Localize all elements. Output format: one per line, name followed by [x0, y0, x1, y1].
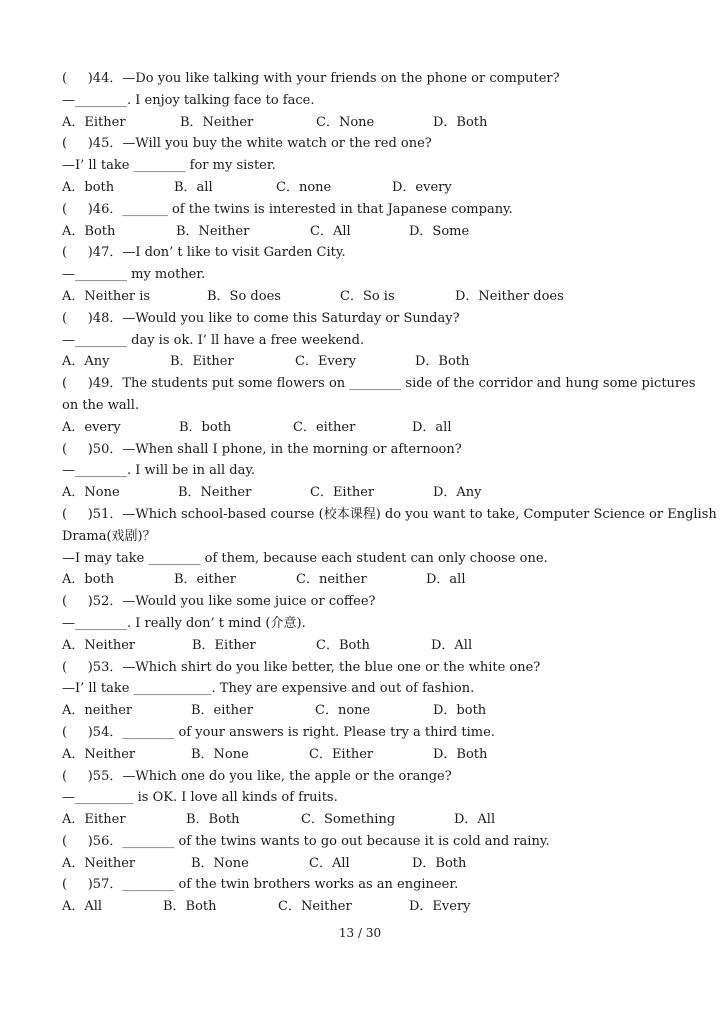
- option-c: C．Either: [309, 746, 374, 762]
- option-a: A．Any: [62, 354, 110, 370]
- question-54: [62, 722, 682, 766]
- option-a: A．Neither: [62, 855, 136, 871]
- question-stem: ( )47．—I don’ t like to visit Garden City.: [62, 245, 346, 261]
- option-c: C．Either: [310, 485, 375, 501]
- option-b: B．Both: [186, 812, 240, 828]
- question-line: —________. I enjoy talking face to face.: [62, 92, 315, 108]
- question-51: [62, 504, 717, 591]
- option-d: D．Both: [415, 354, 470, 370]
- option-b: B．Neither: [180, 114, 254, 130]
- question-57: [62, 874, 682, 918]
- question-line: on the wall.: [62, 397, 140, 413]
- options-row: [62, 569, 682, 591]
- question-line: —_________ is OK. I love all kinds of fruits.: [62, 790, 338, 806]
- option-a: A．every: [62, 419, 121, 435]
- option-d: D．Some: [409, 223, 470, 239]
- question-line: —________ day is ok. I’ ll have a free weekend.: [62, 332, 365, 348]
- question-stem: ( )45．—Will you buy the white watch or the red one?: [62, 136, 432, 152]
- option-c: C．either: [293, 419, 356, 435]
- question-list: [62, 68, 717, 918]
- option-b: B．Either: [192, 637, 256, 653]
- question-48: [62, 308, 682, 373]
- option-d: D．Every: [409, 899, 471, 915]
- question-52: [62, 591, 682, 656]
- option-b: B．Neither: [176, 223, 250, 239]
- option-c: C．Both: [316, 637, 370, 653]
- option-c: C．All: [309, 855, 350, 871]
- option-b: B．all: [174, 179, 213, 195]
- question-stem: ( )48．—Would you like to come this Saturday or Sunday?: [62, 310, 460, 326]
- question-line: —I’ ll take ________ for my sister.: [62, 158, 276, 174]
- option-a: A．Neither: [62, 746, 136, 762]
- option-a: A．Neither is: [62, 288, 151, 304]
- option-a: A．Both: [62, 223, 116, 239]
- question-line: —I’ ll take ____________. They are expensive and out of fashion.: [62, 681, 475, 697]
- option-b: B．either: [191, 703, 253, 719]
- question-line: —________ my mother.: [62, 267, 206, 283]
- options-row: [62, 112, 682, 134]
- question-stem: ( )57．________ of the twin brothers works as an engineer.: [62, 877, 459, 893]
- option-d: D．Both: [412, 855, 467, 871]
- question-stem: ( )56．________ of the twins wants to go out because it is cold and rainy.: [62, 833, 550, 849]
- question-stem: ( )55．—Which one do you like, the apple or the orange?: [62, 768, 452, 784]
- page-number: 13 / 30: [338, 926, 382, 940]
- question-49: [62, 373, 696, 438]
- options-row: [62, 351, 682, 373]
- option-d: D．all: [412, 419, 452, 435]
- options-row: [62, 700, 682, 722]
- option-a: A．both: [62, 572, 115, 588]
- question-stem: ( )50．—When shall I phone, in the morning or afternoon?: [62, 441, 462, 457]
- question-46: [62, 199, 682, 243]
- options-row: [62, 417, 682, 439]
- question-line: —I may take ________ of them, because each student can only choose one.: [62, 550, 548, 566]
- option-c: C．Something: [301, 812, 396, 828]
- options-row: [62, 286, 682, 308]
- option-c: C．Every: [295, 354, 357, 370]
- question-line: —________. I really don’ t mind (介意).: [62, 615, 306, 631]
- option-c: C．none: [315, 703, 371, 719]
- options-row: [62, 221, 682, 243]
- question-line: Drama(戏剧)？: [62, 528, 156, 544]
- option-c: C．All: [310, 223, 351, 239]
- option-d: D．both: [433, 703, 487, 719]
- option-d: D．Neither does: [455, 288, 564, 304]
- question-stem: ( )46．_______ of the twins is interested in that Japanese company.: [62, 201, 513, 217]
- question-stem: ( )53．—Which shirt do you like better, the blue one or the white one?: [62, 659, 541, 675]
- option-a: A．both: [62, 179, 115, 195]
- option-a: A．neither: [62, 703, 133, 719]
- option-b: B．Both: [163, 899, 217, 915]
- question-55: [62, 766, 682, 831]
- options-row: [62, 635, 682, 657]
- options-row: [62, 853, 682, 875]
- options-row: [62, 177, 682, 199]
- question-45: [62, 133, 682, 198]
- question-44: [62, 68, 682, 133]
- question-stem: ( )54．________ of your answers is right. Please try a third time.: [62, 724, 495, 740]
- option-b: B．both: [179, 419, 232, 435]
- question-stem: ( )51．—Which school-based course (校本课程) do you want to take, Computer Science or English: [62, 506, 717, 522]
- option-c: C．None: [316, 114, 375, 130]
- option-b: B．Neither: [178, 485, 252, 501]
- option-b: B．either: [174, 572, 236, 588]
- options-row: [62, 744, 682, 766]
- options-row: [62, 896, 682, 918]
- question-stem: ( )52．—Would you like some juice or coffee?: [62, 594, 376, 610]
- option-a: A．Either: [62, 812, 126, 828]
- option-a: A．All: [62, 899, 103, 915]
- option-a: A．Neither: [62, 637, 136, 653]
- option-c: C．So is: [340, 288, 395, 304]
- option-c: C．Neither: [278, 899, 352, 915]
- question-stem: ( )49．The students put some flowers on ________ side of the corridor and hung some pictures: [62, 376, 696, 392]
- option-d: D．Any: [433, 485, 482, 501]
- question-line: —________. I will be in all day.: [62, 463, 256, 479]
- option-b: B．None: [191, 855, 249, 871]
- question-47: [62, 242, 682, 307]
- option-a: A．Either: [62, 114, 126, 130]
- question-stem: ( )44．—Do you like talking with your friends on the phone or computer?: [62, 71, 560, 86]
- option-c: C．none: [276, 179, 332, 195]
- question-56: [62, 831, 682, 875]
- option-c: C．neither: [296, 572, 367, 588]
- option-d: D．All: [431, 637, 473, 653]
- option-b: B．Either: [170, 354, 234, 370]
- option-b: B．None: [191, 746, 249, 762]
- options-row: [62, 482, 682, 504]
- question-53: [62, 657, 682, 722]
- option-a: A．None: [62, 485, 120, 501]
- option-d: D．Both: [433, 746, 488, 762]
- question-50: [62, 439, 682, 504]
- option-d: D．All: [454, 812, 496, 828]
- option-d: D．Both: [433, 114, 488, 130]
- option-d: D．all: [426, 572, 466, 588]
- options-row: [62, 809, 682, 831]
- option-d: D．every: [392, 179, 452, 195]
- option-b: B．So does: [207, 288, 281, 304]
